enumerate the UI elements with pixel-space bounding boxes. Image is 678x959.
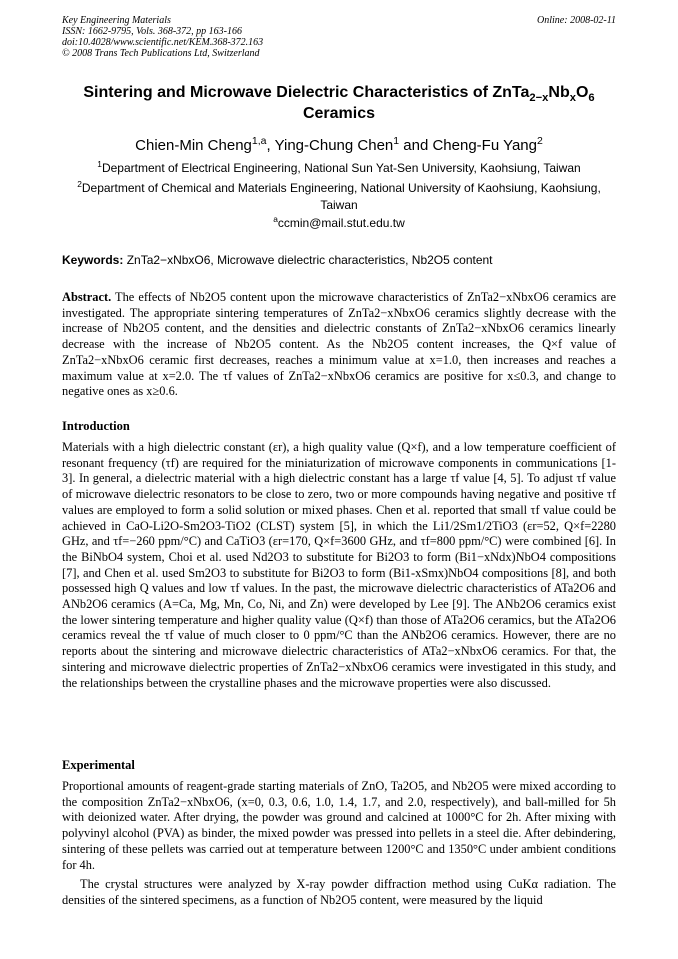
author-list: Chien-Min Cheng$^{1,a}$, Ying-Chung Chen$^1$ and Cheng-Fu Yang$^2$ [135,135,543,154]
journal-header [62,15,616,59]
experimental-paragraph-2: The crystal structures were analyzed by X-ray powder diffraction method using CuKα radiation. The densities of the sintered specimens, as a function of Nb2O5 content, were measured by the liquid [62,877,616,907]
journal-issn: ISSN: 1662-9795, Vols. 368-372, pp 163-166 [62,26,242,37]
journal-name: Key Engineering Materials [62,15,171,26]
online-date: Online: 2008-02-11 [537,15,616,26]
journal-copyright: © 2008 Trans Tech Publications Ltd, Switzerland [62,48,260,59]
paper-title: Sintering and Microwave Dielectric Characteristics of $ZnTa_{2-x}Nb_xO_6$ Ceramics [83,84,595,122]
introduction-heading: Introduction [62,419,130,433]
affiliation-1: $^1$Department of Electrical Engineering, National Sun Yat-Sen University, Kaohsiung, Taiwan [97,159,581,175]
affiliation-2: $^2$Department of Chemical and Materials Engineering, National University of Kaohsiung, Kaohsiung, Taiwan [77,179,601,212]
keywords: Keywords: ZnTa2−xNbxO6, Microwave dielectric characteristics, Nb2O5 content [62,253,493,267]
introduction-text: Materials with a high dielectric constant (εr), a high quality value (Q×f), and a low temperature coefficient of resonant frequency (τf) are required for the miniaturization of microwave components in communications [1-3]. In general, a dielectric material with a high dielectric constant has a large τf value [4, 5]. To adjust τf value of microwave dielectric resonators to be close to zero, two or more compounds having negative and positive τf values are employed to form a solid solution or mixed phases. Chen et al. reported that small τf value could be achieved in CaO-Li2O-Sm2O3-TiO2 (CLST) system [5], in which the Li1/2Sm1/2TiO3 (εr=52, Q×f=2280 GHz, and τf=−260 ppm/°C) and CaTiO3 (εr=170, Q×f=3600 GHz, and τf=800 ppm/°C) were combined [6]. In the BiNbO4 system, Choi et al. used Nd2O3 to substitute for Bi2O3 to form (Bi1−xNdx)NbO4 compositions [7], and Chen et al. used Sm2O3 to substitute for Bi2O3 to form (Bi1-xSmx)NbO4 compositions [8], and both possessed high Q values and low τf values. In the past, the microwave dielectric characteristics of ATa2O6 and ANb2O6 ceramics (A=Ca, Mg, Mn, Co, Ni, and Zn) were developed by Lee [9]. The ANb2O6 ceramics exist the lower sintering temperature and higher quality value (Q×f) than those of ATa2O6 ceramics, but the ATa2O6 ceramics reveal the τf value of much closer to 0 ppm/°C than the ANb2O6 ceramics. However, there are no reports about the sintering and microwave dielectric characteristics of ATa2−xNbxO6 ceramics. For that, the sintering and microwave dielectric properties of ZnTa2−xNbxO6 ceramics were investigated in this study, and the relationships between the crystalline phases and the microwave properties were also discussed. [62,440,616,690]
author-email: $^a$ccmin@mail.stut.edu.tw [273,214,405,230]
experimental-paragraph-1: Proportional amounts of reagent-grade starting materials of ZnO, Ta2O5, and Nb2O5 were mixed according to the composition ZnTa2−xNbxO6, (x=0, 0.3, 0.6, 1.0, 1.4, 1.7, and 2.0, respectively), and ball-milled for 5h with deionized water. After drying, the powder was ground and calcined at 1000°C for 2h. After mixing with polyvinyl alcohol (PVA) as binder, the mixed powder was pressed into pellets in a steel die. After debindering, sintering of these pellets was carried out at temperature between 1200°C and 1350°C under ambient conditions for 4h. [62,779,616,872]
journal-doi: doi:10.4028/www.scientific.net/KEM.368-372.163 [62,37,264,48]
experimental-heading: Experimental [62,758,135,772]
abstract: Abstract. The effects of Nb2O5 content upon the microwave characteristics of ZnTa2−xNbxO6 ceramics are investigated. The appropriate sintering temperatures of ZnTa2−xNbxO6 ceramics slightly decrease with the increase of Nb2O5 content, and the densities and dielectric constants of ZnTa2−xNbxO6 ceramics linearly decrease with the increase of Nb2O5 content. As the Nb2O5 content increases, the Q×f value of ZnTa2−xNbxO6 ceramic first decreases, reaches a minimum value at x=1.0, then increases and reaches a maximum value at x=2.0. The τf values of ZnTa2−xNbxO6 ceramics are positive for x≤0.3, and change to negative ones as x≥0.6. [62,290,617,399]
